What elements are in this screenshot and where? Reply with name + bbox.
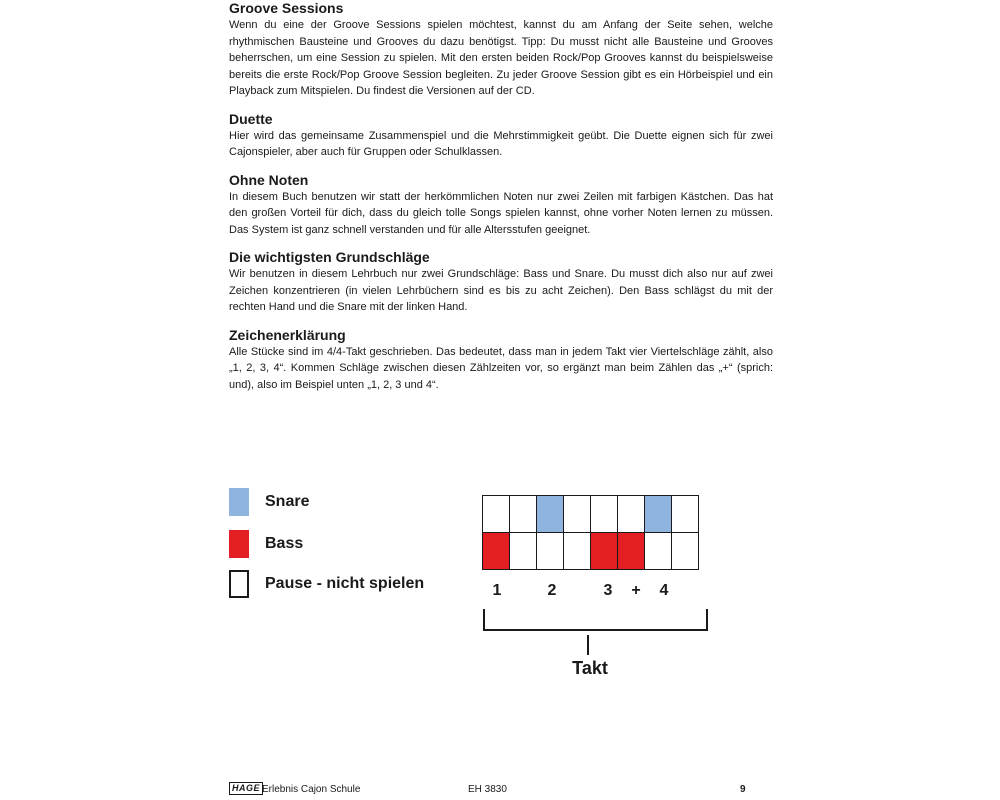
- snare-row: [483, 496, 699, 533]
- snare-cell-1: [482, 495, 510, 533]
- section-title: Groove Sessions: [229, 0, 344, 16]
- footer-title: Erlebnis Cajon Schule: [262, 784, 361, 795]
- snare-cell-2: [509, 495, 537, 533]
- section-zeichenerklaerung: [229, 327, 773, 394]
- section-grundschlaege: [229, 249, 773, 316]
- legend-pause: [229, 570, 424, 598]
- bass-swatch: [229, 530, 249, 558]
- bass-cell-3: [536, 532, 564, 570]
- section-ohne-noten: [229, 172, 773, 239]
- section-text: Wir benutzen in diesem Lehrbuch nur zwei Grundschläge: Bass und Snare. Du musst dich also nur auf zwei Zeichen konzentrieren (in vielen Lehrbüchern sind es bis zu acht Zeichen). Den Bass schlägst du mit der rechten Hand und die Snare mit der linken Hand.: [229, 268, 773, 313]
- section-title: Duette: [229, 110, 273, 127]
- legend-label-bass: Bass: [265, 535, 304, 552]
- beat-label-3: 3: [603, 582, 613, 599]
- page-number: 9: [740, 784, 746, 795]
- hage-logo: HAGE: [229, 782, 263, 795]
- snare-swatch: [229, 488, 249, 516]
- bass-cell-2: [509, 532, 537, 570]
- section-text: In diesem Buch benutzen wir statt der herkömmlichen Noten nur zwei Zeilen mit farbigen Kästchen. Das hat den großen Vorteil für dich, dass du gleich tolle Songs spielen kannst, ohne vorher Noten lernen zu müssen. Das System ist ganz schnell verstanden und für alle Altersstufen geeignet.: [229, 190, 773, 236]
- takt-label: Takt: [572, 658, 608, 678]
- legend-label-pause: Pause - nicht spielen: [265, 575, 425, 592]
- beat-label-plus: +: [631, 582, 641, 599]
- snare-cell-3: [536, 495, 564, 533]
- pause-swatch: [229, 570, 249, 598]
- bass-cell-7: [644, 532, 672, 570]
- section-text: Hier wird das gemeinsame Zusammenspiel und die Mehrstimmigkeit geübt. Die Duette eignen sich für zwei Cajonspieler, aber auch für Gruppen oder Schulklassen.: [229, 129, 773, 158]
- beat-label-2: 2: [547, 582, 557, 599]
- section-title: Ohne Noten: [229, 171, 309, 188]
- snare-cell-8: [671, 495, 699, 533]
- snare-cell-7: [644, 495, 672, 533]
- section-groove-sessions: [229, 0, 773, 100]
- main-content: [229, 0, 773, 404]
- snare-cell-6: [617, 495, 645, 533]
- bass-cell-6: [617, 532, 645, 570]
- beat-label-1: 1: [492, 582, 502, 599]
- beat-label-4: 4: [659, 582, 669, 599]
- takt-bracket: [483, 609, 708, 631]
- bass-cell-5: [590, 532, 618, 570]
- bass-cell-1: [482, 532, 510, 570]
- section-duette: [229, 111, 773, 161]
- snare-cell-4: [563, 495, 591, 533]
- footer-code: EH 3830: [468, 784, 507, 795]
- section-title: Zeichenerklärung: [229, 326, 346, 343]
- rhythm-grid: [483, 496, 699, 570]
- takt-bracket-tick: [587, 635, 589, 655]
- bass-cell-4: [563, 532, 591, 570]
- legend-snare: [229, 488, 309, 516]
- section-title: Die wichtigsten Grundschläge: [229, 249, 430, 265]
- bass-cell-8: [671, 532, 699, 570]
- section-text: Alle Stücke sind im 4/4-Takt geschrieben. Das bedeutet, dass man in jedem Takt vier Viertelschläge zählt, also „1, 2, 3, 4“. Kommen Schläge zwischen diesen Zählzeiten vor, so ergänzt man beim Zählen das „+“ (sprich: und), also im Beispiel unten „1, 2, 3 und 4“.: [229, 345, 773, 391]
- legend-bass: [229, 530, 303, 558]
- snare-cell-5: [590, 495, 618, 533]
- legend-label-snare: Snare: [265, 493, 310, 510]
- bass-row: [483, 533, 699, 570]
- section-text: Wenn du eine der Groove Sessions spielen möchtest, kannst du am Anfang der Seite sehen, welche rhythmischen Bausteine und Grooves du dazu benötigst. Tipp: Du musst nicht alle Bausteine und Grooves beherrschen, um eine Session zu spielen. Mit den ersten beiden Rock/Pop Grooves kannst du beispielsweise bereits die erste Rock/Pop Groove Session begleiten. Zu jeder Groove Session gibt es ein Hörbeispiel und ein Playback zum Mitspielen. Du findest die Versionen auf der CD.: [229, 19, 773, 97]
